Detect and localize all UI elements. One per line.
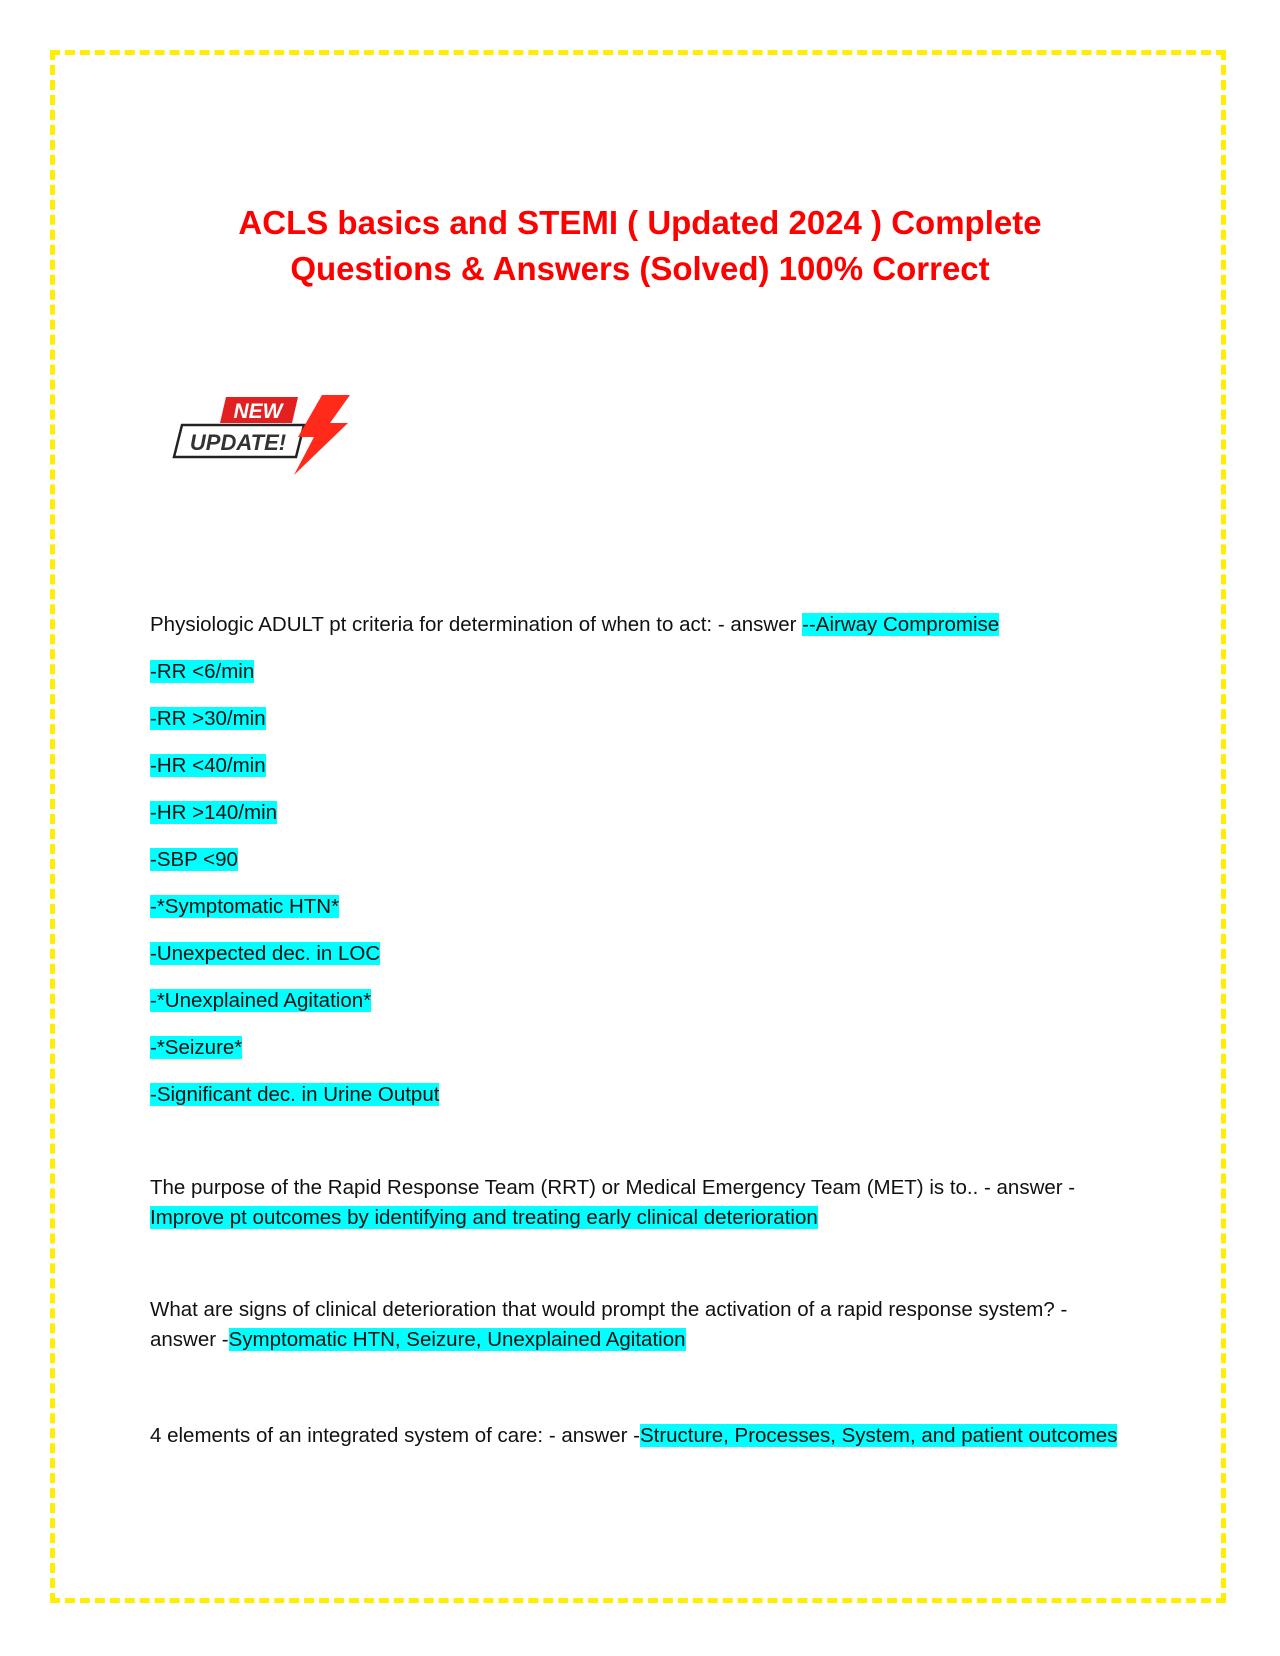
list-item [150,845,1130,892]
question-text: The purpose of the Rapid Response Team (RRT) or Medical Emergency Team (MET) is to.. - answer - [150,1176,1076,1199]
list-item [150,1080,1130,1127]
answer-text: Symptomatic HTN, Seizure, Unexplained Agitation [228,1328,686,1351]
list-item [150,892,1130,939]
qa-item-2 [150,1173,1130,1233]
list-item-text: -Unexpected dec. in LOC [150,942,381,965]
answer-text: Improve pt outcomes by identifying and treating early clinical deterioration [150,1206,818,1229]
title-line-2: Questions & Answers (Solved) 100% Correct [290,250,990,287]
list-item-text: -HR <40/min [150,754,266,777]
list-item [150,1033,1130,1080]
list-item [150,986,1130,1033]
qa-content [150,610,1130,1451]
new-update-badge [172,393,362,477]
list-item-text: -RR >30/min [150,707,266,730]
list-item-text: -*Seizure* [150,1036,243,1059]
list-item-text: -*Unexplained Agitation* [150,989,372,1012]
qa-item-4 [150,1421,1130,1451]
list-item [150,751,1130,798]
list-item [150,704,1130,751]
qa-item-3 [150,1295,1130,1355]
question-text: 4 elements of an integrated system of care: - answer - [150,1424,640,1447]
list-item-text: -HR >140/min [150,801,278,824]
list-item-text: -SBP <90 [150,848,238,871]
answer-text: --Airway Compromise [802,613,1000,636]
lightning-bolt-icon [294,395,350,475]
answer-text: Structure, Processes, System, and patient outcomes [639,1424,1118,1447]
list-item [150,657,1130,704]
document-title [0,200,1280,292]
list-item-text: -Significant dec. in Urine Output [150,1083,440,1106]
question-text: What are signs of clinical deterioration that would prompt the activation of a rapid response system? - answer - [150,1298,1068,1351]
list-item [150,939,1130,986]
qa-item-1 [150,610,1130,640]
badge-new-text: NEW [233,400,283,423]
question-text: Physiologic ADULT pt criteria for determination of when to act: - answer [150,613,803,636]
list-item-text: -RR <6/min [150,660,255,683]
list-item-text: -*Symptomatic HTN* [150,895,340,918]
criteria-list [150,657,1130,1127]
badge-update-text: UPDATE! [189,430,287,455]
list-item [150,798,1130,845]
title-line-1: ACLS basics and STEMI ( Updated 2024 ) Complete [238,204,1042,241]
